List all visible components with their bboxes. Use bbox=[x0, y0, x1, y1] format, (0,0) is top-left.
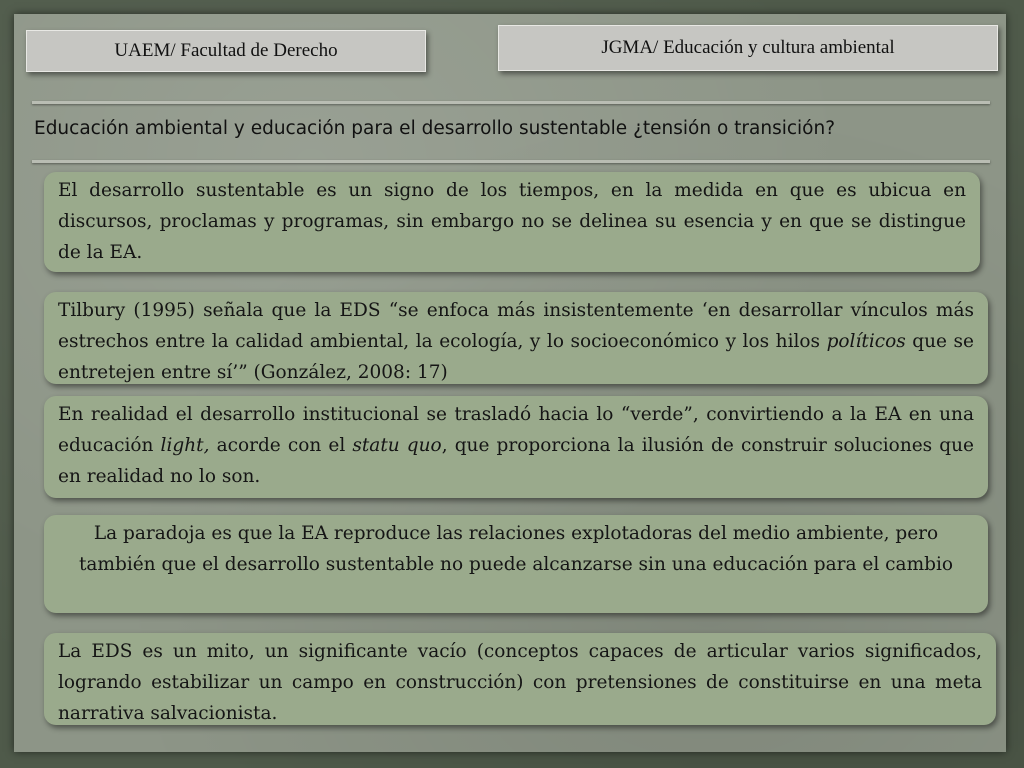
content-box-5-text: La EDS es un mito, un significante vacío (conceptos capaces de articular varios significados, logrando estabilizar un campo en construcción) con pretensiones de constituirse en una meta narrativa salvacionista. bbox=[58, 641, 982, 724]
content-box-1-text: El desarrollo sustentable es un signo de los tiempos, en la medida en que es ubicua en discursos, proclamas y programas, sin embargo no se delinea su esencia y en que se distingue de la EA. bbox=[58, 180, 966, 263]
content-box-3-emphasis-light: light, bbox=[160, 435, 210, 456]
content-box-3-emphasis-statu-quo: statu quo bbox=[352, 435, 442, 456]
content-box-5 bbox=[44, 633, 996, 725]
header-tab-course-label: JGMA/ Educación y cultura ambiental bbox=[601, 37, 895, 58]
title-divider-bottom bbox=[32, 160, 990, 163]
content-box-3-text-a: En realidad el desarrollo institucional se trasladó hacia lo “verde”, convirtiendo a la EA en una educación bbox=[58, 404, 974, 456]
content-box-2-text-a: Tilbury (1995) señala que la EDS “se enfoca más insistentemente ‘en desarrollar vínculos más estrechos entre la calidad ambiental, la ecología, y lo socioeconómico y los hilos bbox=[58, 300, 974, 352]
header-tab-uaem-label: UAEM/ Facultad de Derecho bbox=[114, 40, 338, 61]
content-box-4-text: La paradoja es que la EA reproduce las relaciones explotadoras del medio ambiente, pero también que el desarrollo sustentable no puede alcanzarse sin una educación para el cambio bbox=[78, 523, 954, 575]
title-divider-top bbox=[32, 101, 990, 104]
header-tab-uaem bbox=[26, 30, 426, 72]
content-box-2-text-b: que se entretejen entre sí’” (González, 2008: 17) bbox=[58, 331, 974, 383]
content-box-4 bbox=[44, 515, 988, 613]
content-box-3 bbox=[44, 396, 988, 498]
content-box-3-text-b: acorde con el bbox=[209, 435, 353, 456]
content-box-2-emphasis: políticos bbox=[826, 331, 906, 352]
content-box-3-text-c: , que proporciona la ilusión de construir soluciones que en realidad no lo son. bbox=[58, 435, 974, 487]
slide-title: Educación ambiental y educación para el desarrollo sustentable ¿tensión o transición? bbox=[34, 118, 836, 139]
content-box-1 bbox=[44, 172, 980, 272]
content-box-2 bbox=[44, 292, 988, 384]
header-tab-course bbox=[498, 25, 998, 71]
